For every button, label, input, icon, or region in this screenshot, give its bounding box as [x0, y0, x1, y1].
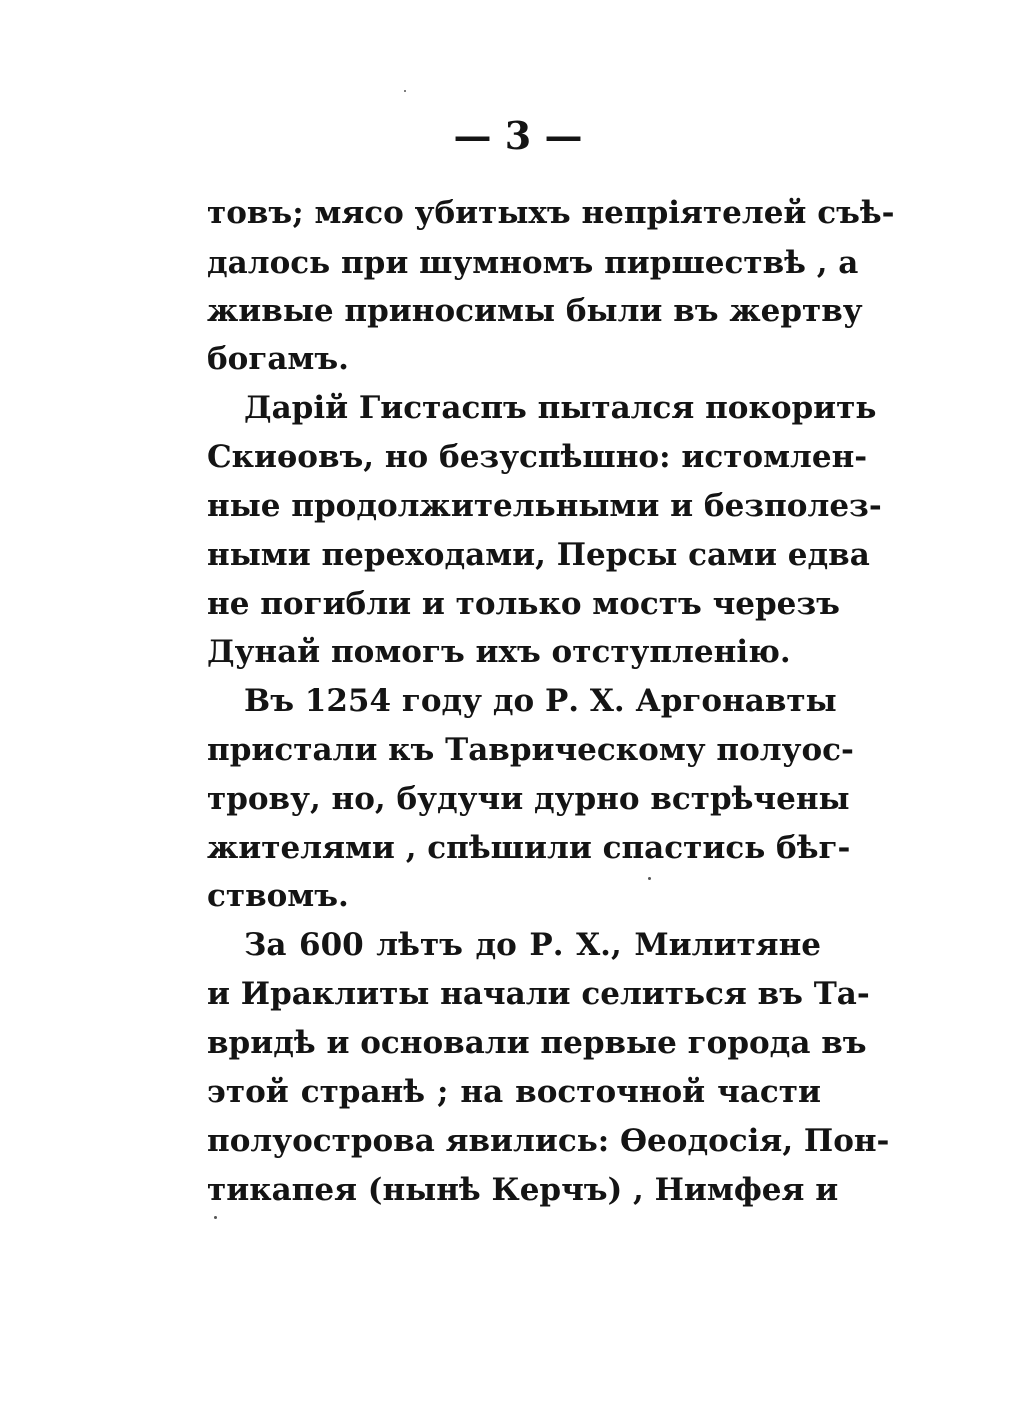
- text-line: богамъ.: [207, 341, 349, 377]
- text-line: ствомъ.: [207, 878, 349, 914]
- text-line: этой странѣ ; на восточной части: [207, 1074, 821, 1110]
- text-line: тикапея (нынѣ Керчъ) , Нимфея и: [207, 1172, 839, 1208]
- scan-speck: [214, 1216, 217, 1219]
- scan-speck: [648, 877, 651, 880]
- text-line: Въ 1254 году до Р. Х. Аргонавты: [244, 683, 837, 719]
- text-line: живые приносимы были въ жертву: [207, 293, 863, 329]
- text-line: пристали къ Таврическому полуос-: [207, 732, 854, 768]
- text-line: полуострова явились: Ѳеодосія, Пон-: [207, 1123, 890, 1159]
- text-line: ными переходами, Персы сами едва: [207, 537, 870, 573]
- text-line: Скиѳовъ, но безуспѣшно: истомлен-: [207, 439, 868, 475]
- text-line: ные продолжительными и безполез-: [207, 488, 882, 524]
- page-number: — 3 —: [453, 113, 583, 158]
- text-line: далось при шумномъ пиршествѣ , а: [207, 245, 859, 281]
- text-line: Дарій Гистаспъ пытался покорить: [244, 390, 877, 426]
- text-line: не погибли и только мостъ черезъ: [207, 586, 840, 622]
- text-line: За 600 лѣтъ до Р. Х., Милитяне: [244, 927, 821, 963]
- text-line: и Ираклиты начали селиться въ Та-: [207, 976, 870, 1012]
- text-line: товъ; мясо убитыхъ непріятелей съѣ-: [207, 195, 895, 231]
- scan-speck: [404, 90, 406, 92]
- text-line: жителями , спѣшили спастись бѣг-: [207, 830, 851, 866]
- text-line: трову, но, будучи дурно встрѣчены: [207, 781, 850, 817]
- text-line: Дунай помогъ ихъ отступленію.: [207, 634, 791, 670]
- text-line: вридѣ и основали первые города въ: [207, 1025, 867, 1061]
